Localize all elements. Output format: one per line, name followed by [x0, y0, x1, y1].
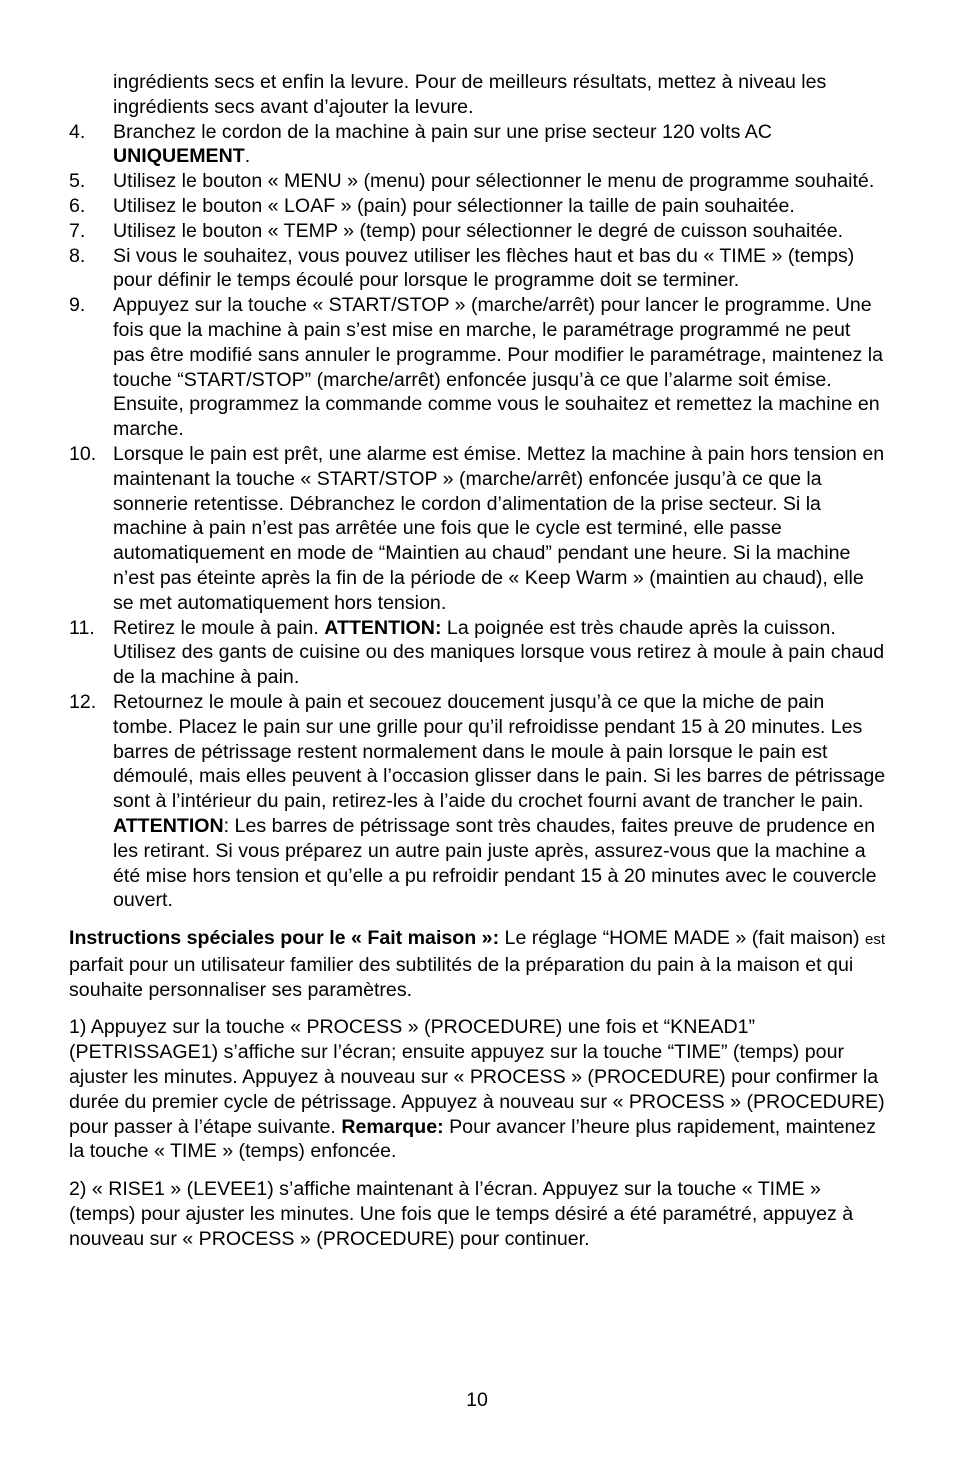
emphasis: UNIQUEMENT	[113, 145, 245, 168]
list-item: 11. Retirez le moule à pain. ATTENTION: La poignée est très chaude après la cuisson. Utilisez des gants de cuisine ou des maniques lorsque vous retirez à moule à pain chaud de la machine à pain.	[69, 616, 885, 689]
step-text: Utilisez le bouton « LOAF » (pain) pour sélectionner la taille de pain souhaitée.	[113, 194, 795, 217]
list-item	[69, 169, 887, 194]
list-item	[69, 293, 887, 442]
step-text: Lorsque le pain est prêt, une alarme est émise. Mettez la machine à pain hors tension en maintenant la touche « START/STOP » (marche/arrêt) enfoncée jusqu’à ce que la sonnerie retentisse. Débranchez le cordon d’alimentation de la prise secteur. Si la machine à pain n’est pas arrêtée une fois que le cycle est terminé, elle passe automatiquement en mode de “Maintien au chaud” pendant une heure. Si la machine n’est pas éteinte après la fin de la période de « Keep Warm » (maintien au chaud), elle se met automatiquement hors tension.	[113, 442, 885, 614]
step-text: Utilisez le bouton « TEMP » (temp) pour sélectionner le degré de cuisson souhaitée.	[113, 219, 844, 242]
special-instructions: Instructions spéciales pour le « Fait maison »: Le réglage “HOME MADE » (fait maison) est parfait pour un utilisateur familier des subtilités de la préparation du pain à la maison et qui souhaite personnaliser ses paramètres.	[69, 927, 885, 1001]
warning-label: ATTENTION:	[324, 616, 442, 639]
note-label: Remarque:	[341, 1115, 444, 1138]
step-number: 7.	[69, 219, 86, 242]
list-item: 12. Retournez le moule à pain et secouez doucement jusqu’à ce que la miche de pain tombe. Placez le pain sur une grille pour qu’il refroidisse pendant 15 à 20 minutes. Les barres de pétrissage restent normalement dans le moule à pain lorsque le pain est démoulé, mais elles peuvent à l’occasion glisser dans le pain. Si les barres de pétrissage sont à l’intérieur du pain, retirez-les à l’aide du crochet fourni avant de trancher le pain. ATTENTION: Les barres de pétrissage sont très chaudes, faites preuve de prudence en les retirant. Si vous préparez un autre pain juste après, assurez-vous que la machine a été mise hors tension et qu’elle a pu refroidir pendant 15 à 20 minutes avec le couvercle ouvert.	[69, 690, 886, 912]
step-text: Utilisez le bouton « MENU » (menu) pour sélectionner le menu de programme souhaité.	[113, 170, 875, 193]
instruction-paragraph-2: 2) « RISE1 » (LEVEE1) s’affiche maintenant à l’écran. Appuyez sur la touche « TIME » (temps) pour ajuster les minutes. Une fois que le temps désiré a été paramétré, appuyez à nouveau sur « PROCESS » (PROCEDURE) pour continuer.	[69, 1178, 854, 1250]
step-number: 11.	[69, 616, 95, 639]
instruction-paragraph-1: 1) Appuyez sur la touche « PROCESS » (PROCEDURE) une fois et “KNEAD1” (PETRISSAGE1) s’affiche sur l’écran; ensuite appuyez sur la touche “TIME” (temps) pour ajuster les minutes. Appuyez à nouveau sur « PROCESS » (PROCEDURE) pour confirmer la durée du premier cycle de pétrissage. Appuyez à nouveau sur « PROCESS » (PROCEDURE) pour passer à l’étape suivante. Remarque: Pour avancer l’heure plus rapidement, maintenez la touche « TIME » (temps) enfoncée.	[69, 1016, 885, 1163]
step-number: 12.	[69, 690, 97, 713]
step-number: 9.	[69, 294, 86, 317]
step-text: Appuyez sur la touche « START/STOP » (marche/arrêt) pour lancer le programme. Une fois que la machine à pain s’est mise en marche, le paramétrage programmé ne peut pas être modifié sans annuler le programme. Pour modifier le paramétrage, maintenez la touche “START/STOP” (marche/arrêt) enfoncée jusqu’à ce que l’alarme soit émise. Ensuite, programmez la commande comme vous le souhaitez et remettez la machine en marche.	[113, 294, 883, 441]
document-page	[69, 70, 887, 1252]
step-number: 6.	[69, 194, 86, 217]
warning-label: ATTENTION	[113, 814, 224, 837]
steps-list	[69, 120, 887, 914]
list-item	[69, 442, 887, 616]
special-heading: Instructions spéciales pour le « Fait maison »:	[69, 927, 500, 950]
list-item	[69, 194, 887, 219]
step-number: 10.	[69, 442, 97, 465]
step-number: 4.	[69, 120, 86, 143]
page-number: 10	[466, 1389, 488, 1411]
step-text: Si vous le souhaitez, vous pouvez utiliser les flèches haut et bas du « TIME » (temps) pour définir le temps écoulé pour lorsque le programme doit se terminer.	[113, 244, 855, 292]
list-item	[69, 244, 887, 294]
step-number: 8.	[69, 244, 86, 267]
list-item	[69, 219, 887, 244]
list-item: 4. Branchez le cordon de la machine à pain sur une prise secteur 120 volts AC UNIQUEMENT.	[69, 120, 772, 168]
continuation-text: ingrédients secs et enfin la levure. Pour de meilleurs résultats, mettez à niveau les ingrédients secs avant d’ajouter la levure.	[113, 71, 827, 118]
step-number: 5.	[69, 170, 86, 193]
